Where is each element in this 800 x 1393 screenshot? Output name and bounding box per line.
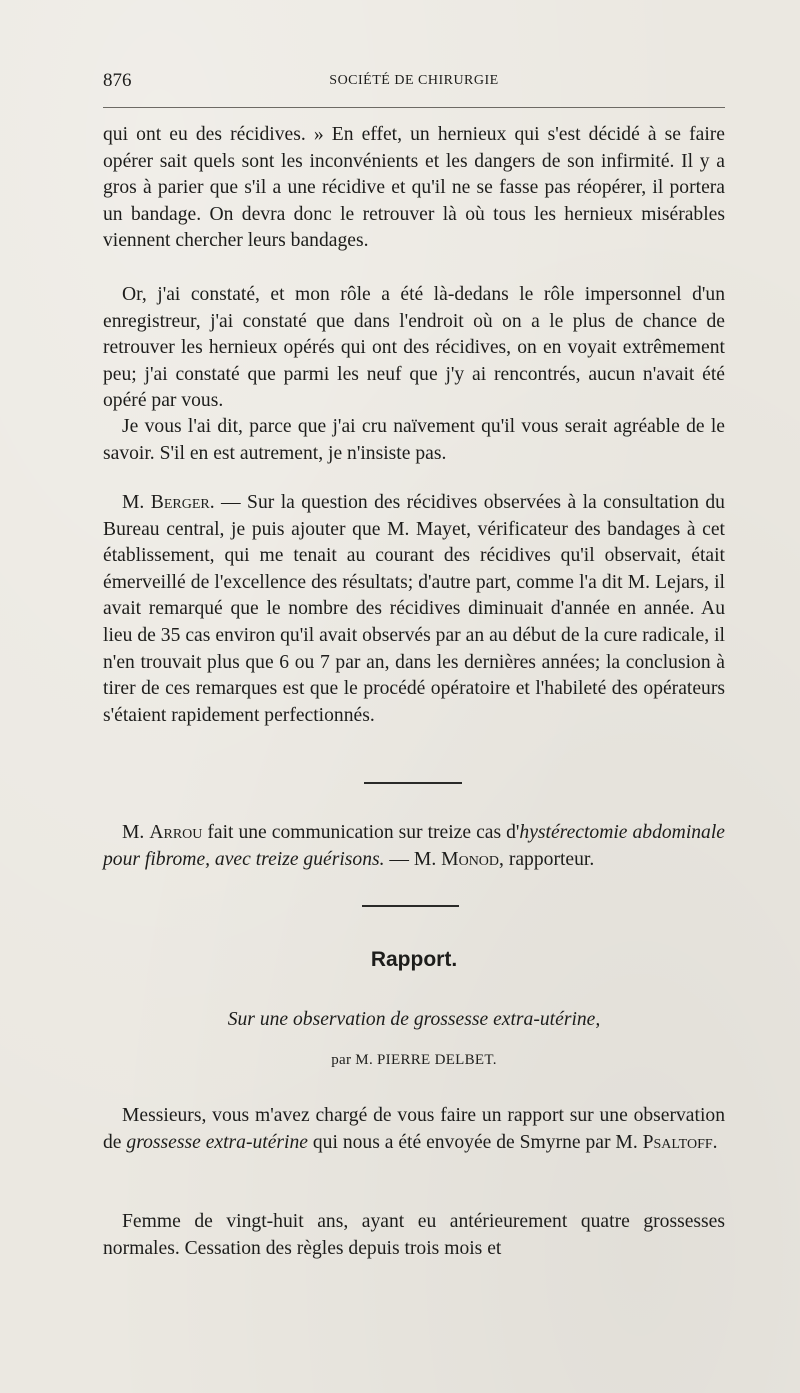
messieurs-italic: grossesse extra-utérine bbox=[126, 1131, 308, 1153]
paragraph-berger bbox=[103, 490, 725, 729]
messieurs-end: . bbox=[712, 1131, 718, 1153]
arrou-italic-title: hystérectomie abdominale pour fibrome, avec treize guérisons. bbox=[103, 822, 725, 870]
header-rule bbox=[103, 107, 725, 108]
section-separator bbox=[362, 905, 459, 907]
paragraph-messieurs bbox=[103, 1103, 725, 1156]
page-number: 876 bbox=[103, 70, 132, 91]
paragraph-arrou bbox=[103, 820, 725, 873]
speaker-prefix: M. bbox=[122, 492, 151, 513]
paragraph-femme: Femme de vingt-huit ans, ayant eu antérieurement quatre grossesses normales. Cessation des règles depuis trois mois et bbox=[103, 1211, 725, 1259]
speaker-name: Berger. bbox=[150, 492, 215, 513]
arrou-dash: — M. bbox=[384, 848, 442, 870]
section-separator bbox=[364, 782, 462, 784]
rapport-subtitle: Sur une observation de grossesse extra-utérine, bbox=[227, 1009, 601, 1030]
rapport-byline: par M. PIERRE DELBET. bbox=[331, 1052, 497, 1068]
paragraph-je-vous-lai-dit: Je vous l'ai dit, parce que j'ai cru naïvement qu'il vous serait agréable de le savoir. S'il en est autrement, je n'insiste pas. bbox=[103, 416, 725, 464]
running-head: SOCIÉTÉ DE CHIRURGIE bbox=[329, 73, 499, 88]
page-header bbox=[103, 70, 725, 96]
arrou-end: , rapporteur. bbox=[499, 848, 595, 870]
psaltoff-name: Psaltoff bbox=[642, 1131, 713, 1153]
messieurs-a: Messieurs, vous m'avez chargé de vous faire un rapport sur une observation de bbox=[103, 1105, 725, 1153]
rapport-title: Rapport. bbox=[370, 948, 458, 971]
arrou-text: fait une communication sur treize cas d' bbox=[202, 822, 520, 843]
messieurs-b: qui nous a été envoyée de Smyrne par M. bbox=[307, 1131, 643, 1153]
arrou-prefix: M. bbox=[122, 822, 150, 843]
berger-text: — Sur la question des récidives observées à la consultation du Bureau central, je puis ajouter que M. Mayet, vérificateur des bandages à cet établissement, qui me tenait au courant des récidives qu'il observait, était émerveillé de l'excellence des résultats; d'autre part, comme l'a dit M. Lejars, il avait remarqué que le nombre des récidives diminuait d'année en année. Au lieu de 35 cas environ qu'il avait observés par an au début de la cure radicale, il n'en trouvait plus que 6 ou 7 par an, dans les dernières années; la conclusion à tirer de ces remarques est que le procédé opératoire et l'habileté des opérateurs s'étaient rapidement perfectionnés. bbox=[103, 492, 725, 726]
reporter-name: Monod bbox=[441, 848, 500, 870]
paragraph-continuation: qui ont eu des récidives. » En effet, un hernieux qui s'est décidé à se faire opérer sait quels sont les inconvénients et les dangers de son infirmité. Il y a gros à parier que s'il a une récidive et qu'il ne se fasse pas réopérer, il portera un bandage. On devra donc le retrouver là où tous les hernieux misérables viennent chercher leurs bandages. bbox=[103, 124, 725, 252]
arrou-name: Arrou bbox=[149, 822, 203, 843]
paragraph-or-jai-constate: Or, j'ai constaté, et mon rôle a été là-dedans le rôle impersonnel d'un enregistreur, j'ai constaté que dans l'endroit où on a le plus de chance de retrouver les hernieux opérés qui ont des récidives, on en voyait extrêmement peu; j'ai constaté que parmi les neuf que j'y ai rencontrés, aucun n'avait été opéré par vous. bbox=[103, 284, 725, 412]
